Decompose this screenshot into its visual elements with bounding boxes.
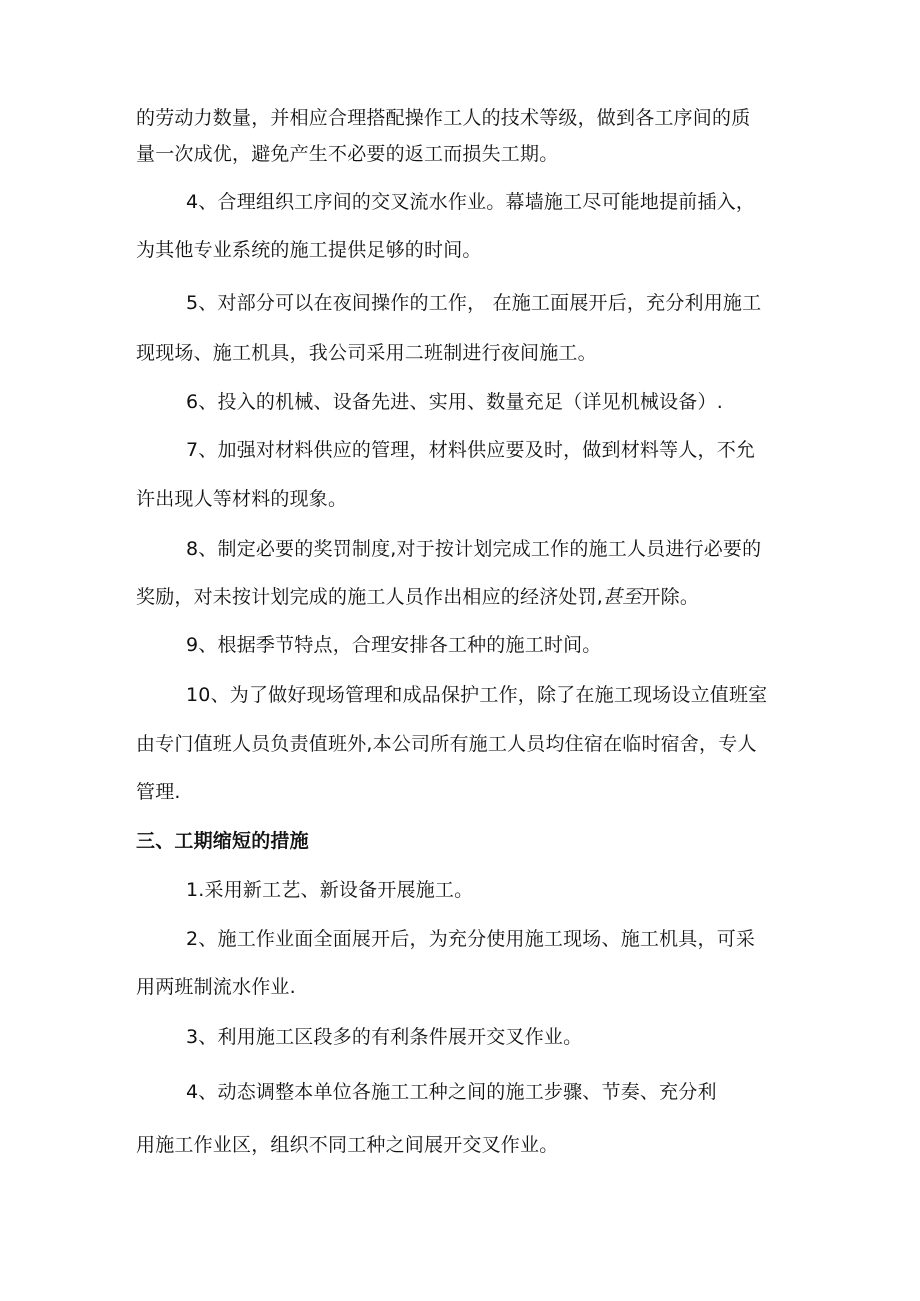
- list-item-5-line-2: 现现场、施工机具，我公司采用二班制进行夜间施工。: [136, 342, 597, 364]
- list-item-6: 6、投入的机械、设备先进、实用、数量充足（详见机械设备）.: [186, 391, 723, 413]
- measure-item-3: 3、利用施工区段多的有利条件展开交叉作业。: [186, 1026, 583, 1048]
- list-item-7-line-1: 7、加强对材料供应的管理，材料供应要及时，做到材料等人，不允: [186, 439, 756, 461]
- list-item-5-line-1: 5、对部分可以在夜间操作的工作， 在施工面展开后，充分利用施工: [186, 292, 762, 314]
- emphasis-text: 甚至: [603, 586, 642, 608]
- list-item-10-line-1: 10、为了做好现场管理和成品保护工作，除了在施工现场设立值班室: [186, 684, 768, 706]
- list-item-7-line-2: 许出现人等材料的现象。: [136, 488, 348, 510]
- measure-item-2-line-2: 用两班制流水作业.: [136, 976, 296, 998]
- list-item-9: 9、根据季节特点，合理安排各工种的施工时间。: [186, 634, 602, 656]
- measure-item-1: 1.采用新工艺、新设备开展施工。: [186, 879, 474, 901]
- list-item-8-tail: 开除。: [641, 586, 700, 608]
- paragraph-line: 的劳动力数量，并相应合理搭配操作工人的技术等级，做到各工序间的质: [136, 107, 751, 129]
- paragraph-line: 量一次成优，避免产生不必要的返工而损失工期。: [136, 143, 559, 165]
- measure-item-2-line-1: 2、施工作业面全面展开后，为充分使用施工现场、施工机具，可采: [186, 928, 756, 950]
- measure-item-4-line-2: 用施工作业区，组织不同工种之间展开交叉作业。: [136, 1134, 559, 1156]
- list-item-4-line-1: 4、合理组织工序间的交叉流水作业。幕墙施工尽可能地提前插入，: [186, 191, 756, 213]
- list-item-8-line-2: [136, 583, 699, 611]
- list-item-8-line-1: 8、制定必要的奖罚制度,对于按计划完成工作的施工人员进行必要的: [186, 538, 762, 560]
- list-item-8-text: 奖励，对未按计划完成的施工人员作出相应的经济处罚,: [136, 586, 604, 608]
- list-item-10-line-2: 由专门值班人员负责值班外,本公司所有施工人员均住宿在临时宿舍，专人: [136, 733, 757, 755]
- measure-item-4-line-1: 4、动态调整本单位各施工工种之间的施工步骤、节奏、充分利: [186, 1081, 717, 1103]
- section-heading: 三、工期缩短的措施: [136, 830, 309, 852]
- list-item-4-line-2: 为其他专业系统的施工提供足够的时间。: [136, 239, 482, 261]
- list-item-10-line-3: 管理.: [136, 781, 181, 803]
